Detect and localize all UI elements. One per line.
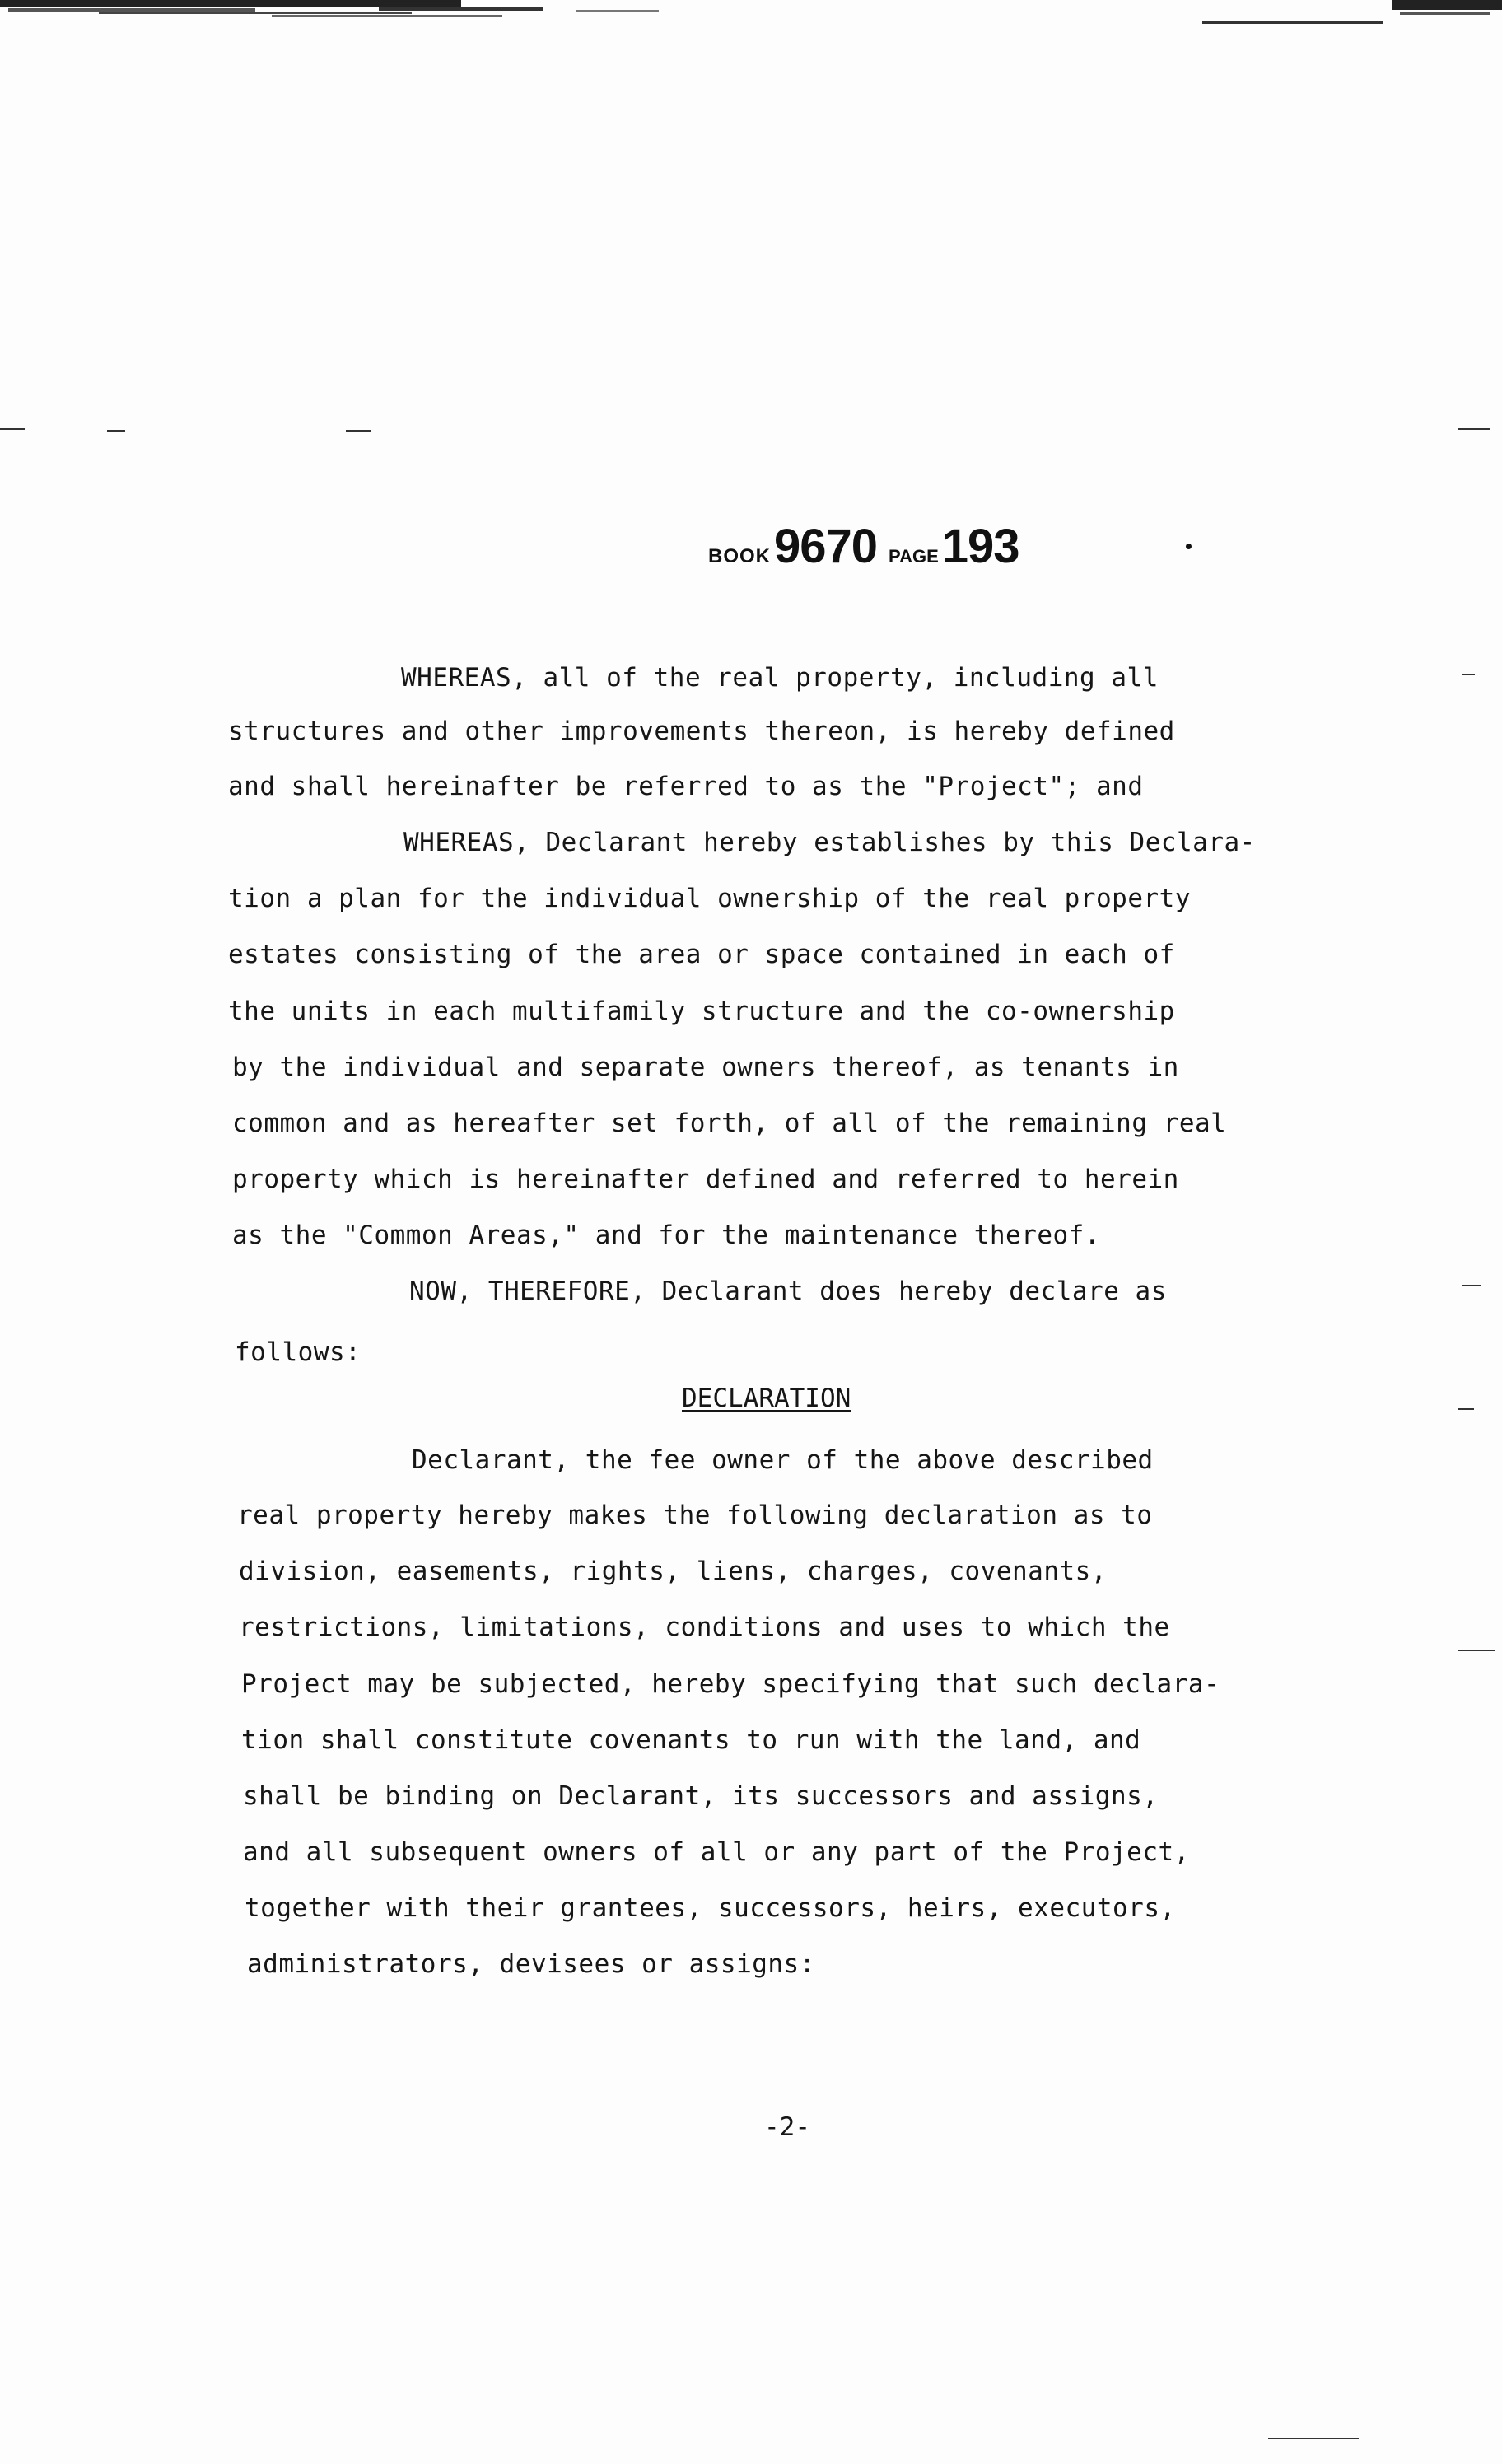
page-label: PAGE: [889, 546, 939, 567]
scan-mark: [107, 430, 125, 432]
paragraph-4-line: tion shall constitute covenants to run with the land, and: [241, 1725, 1141, 1755]
paragraph-4-line: shall be binding on Declarant, its successors and assigns,: [243, 1781, 1159, 1811]
paragraph-3-line: NOW, THEREFORE, Declarant does hereby declare as: [409, 1276, 1167, 1306]
paragraph-2-line: the units in each multifamily structure and the co-ownership: [228, 996, 1175, 1026]
paragraph-2-line: by the individual and separate owners thereof, as tenants in: [232, 1052, 1179, 1082]
paragraph-2-line: estates consisting of the area or space contained in each of: [228, 940, 1175, 969]
paragraph-2-line: common and as hereafter set forth, of all of the remaining real: [232, 1108, 1227, 1138]
scan-mark: [1268, 2438, 1359, 2439]
book-label: BOOK: [708, 545, 771, 567]
book-page-reference: [708, 519, 1031, 574]
paragraph-3-line: follows:: [235, 1337, 362, 1367]
scan-mark: [1458, 428, 1490, 430]
paragraph-1-line: structures and other improvements thereon, is hereby defined: [228, 716, 1175, 746]
footer-page-number: -2-: [764, 2112, 810, 2142]
paragraph-4-line: Declarant, the fee owner of the above described: [412, 1445, 1154, 1475]
scan-noise-top: [0, 0, 1502, 36]
scan-mark: [1458, 1650, 1495, 1651]
book-number: 9670: [774, 520, 878, 573]
paragraph-4-line: administrators, devisees or assigns:: [247, 1949, 815, 1979]
scan-mark: [0, 428, 25, 430]
paragraph-4-line: Project may be subjected, hereby specifying that such declara-: [241, 1669, 1220, 1699]
scan-mark: [1462, 674, 1475, 675]
scan-mark: [1458, 1408, 1474, 1410]
paragraph-4-line: restrictions, limitations, conditions and uses to which the: [239, 1612, 1170, 1642]
page-number-stamp: 193: [941, 520, 1019, 573]
section-heading: DECLARATION: [682, 1384, 851, 1413]
paragraph-1-line: and shall hereinafter be referred to as the "Project"; and: [228, 772, 1144, 801]
paragraph-1-line: WHEREAS, all of the real property, including all: [401, 663, 1159, 693]
scan-mark: [346, 430, 371, 432]
stamp-dot: [1186, 544, 1192, 549]
paragraph-2-line: property which is hereinafter defined and referred to herein: [232, 1164, 1179, 1194]
paragraph-2-line: as the "Common Areas," and for the maintenance thereof.: [232, 1220, 1100, 1250]
paragraph-4-line: together with their grantees, successors, heirs, executors,: [245, 1893, 1176, 1923]
paragraph-2-line: WHEREAS, Declarant hereby establishes by this Declara-: [403, 828, 1256, 857]
paragraph-4-line: division, easements, rights, liens, charges, covenants,: [239, 1556, 1107, 1586]
paragraph-4-line: and all subsequent owners of all or any part of the Project,: [243, 1837, 1190, 1867]
paragraph-4-line: real property hereby makes the following declaration as to: [237, 1500, 1153, 1530]
scan-mark: [1462, 1285, 1481, 1286]
paragraph-2-line: tion a plan for the individual ownership of the real property: [228, 884, 1191, 913]
